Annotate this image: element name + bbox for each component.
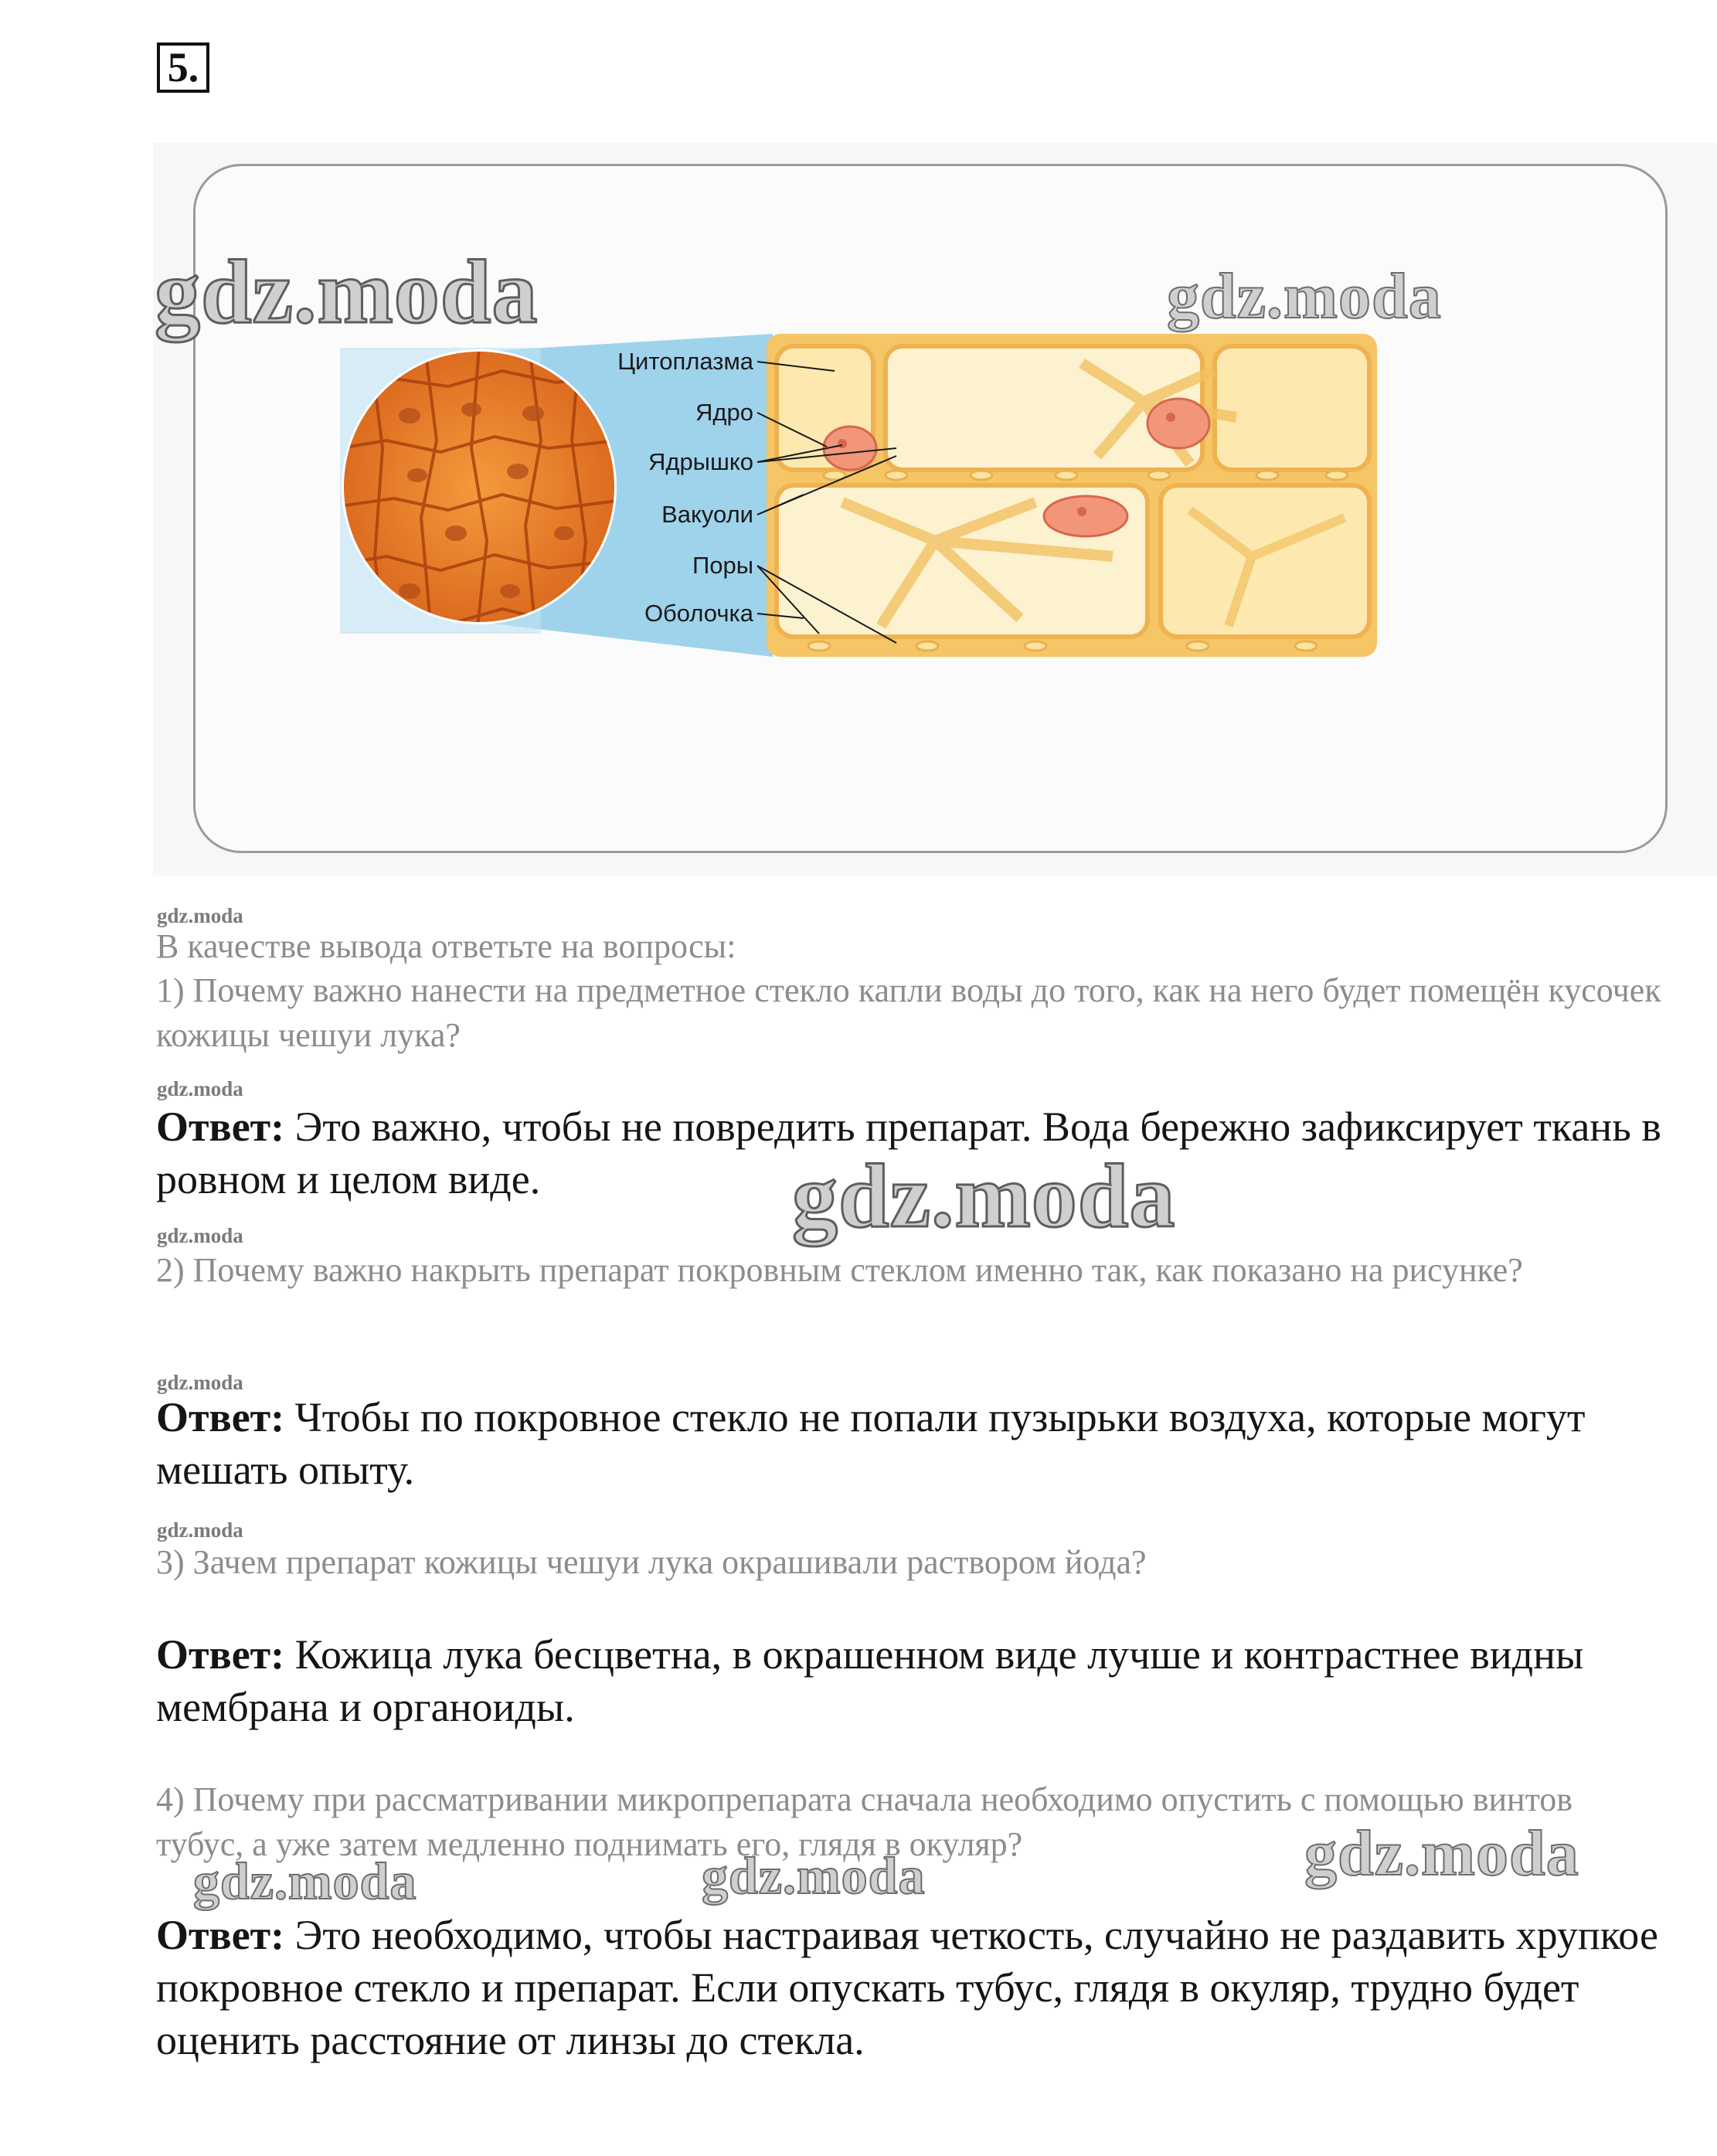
question-3: 3) Зачем препарат кожицы чешуи лука окрашивали раствором йода?	[156, 1543, 1147, 1581]
watermark: gdz.moda	[1167, 260, 1442, 332]
question-2: 2) Почему важно накрыть препарат покровным стеклом именно так, как показано на рисунке?	[156, 1251, 1523, 1289]
answer-text: Чтобы по покровное стекло не попали пузырьки воздуха, которые могут мешать опыту.	[156, 1394, 1586, 1493]
watermark: gdz.moda	[155, 241, 539, 342]
watermark-small: gdz.moda	[157, 1518, 243, 1542]
watermark: gdz.moda	[702, 1846, 926, 1905]
label-cytoplasm: Цитоплазма	[617, 348, 753, 375]
label-vacuoles: Вакуоли	[661, 501, 753, 528]
task-number: 5.	[157, 43, 209, 93]
answer-4	[156, 1909, 1663, 2066]
answer-3	[156, 1628, 1663, 1733]
watermark: gdz.moda	[193, 1852, 417, 1910]
label-nucleolus: Ядрышко	[648, 448, 753, 475]
watermark-small: gdz.moda	[157, 1371, 243, 1394]
label-pores: Поры	[692, 552, 753, 579]
answer-label: Ответ:	[156, 1912, 285, 1958]
question-1: 1) Почему важно нанести на предметное стекло капли воды до того, как на него будет помещён кусочек кожицы чешуи лука?	[156, 971, 1661, 1054]
onion-cell-diagram	[340, 325, 1391, 680]
watermark: gdz.moda	[792, 1145, 1176, 1246]
watermark-small: gdz.moda	[157, 1224, 243, 1247]
answer-text: Это необходимо, чтобы настраивая четкость, случайно не раздавить хрупкое покровное стекло и препарат. Если опускать тубус, глядя в окуляр, трудно будет оценить расстояние от линзы до стекла.	[156, 1912, 1658, 2063]
answer-text: Кожица лука бесцветна, в окрашенном виде лучше и контрастнее видны мембрана и органоиды.	[156, 1631, 1584, 1730]
watermark-small: gdz.moda	[157, 904, 243, 927]
answer-2	[156, 1391, 1663, 1496]
watermark-small: gdz.moda	[157, 1077, 243, 1100]
intro-text: В качестве вывода ответьте на вопросы:	[156, 927, 736, 965]
watermark: gdz.moda	[1304, 1818, 1579, 1889]
onion-skin-high-magnification	[767, 334, 1377, 657]
answer-label: Ответ:	[156, 1104, 285, 1150]
label-membrane: Оболочка	[644, 600, 753, 627]
answer-label: Ответ:	[156, 1394, 285, 1440]
answer-label: Ответ:	[156, 1631, 285, 1678]
label-nucleus: Ядро	[695, 399, 753, 426]
question-4: 4) Почему при рассматривании микропрепарата сначала необходимо опустить с помощью винтов тубус, а уже затем медленно поднимать его, глядя в окуляр?	[156, 1780, 1573, 1863]
answer-text: Это важно, чтобы не повредить препарат. Вода бережно зафиксирует ткань в ровном и целом виде.	[156, 1104, 1661, 1202]
